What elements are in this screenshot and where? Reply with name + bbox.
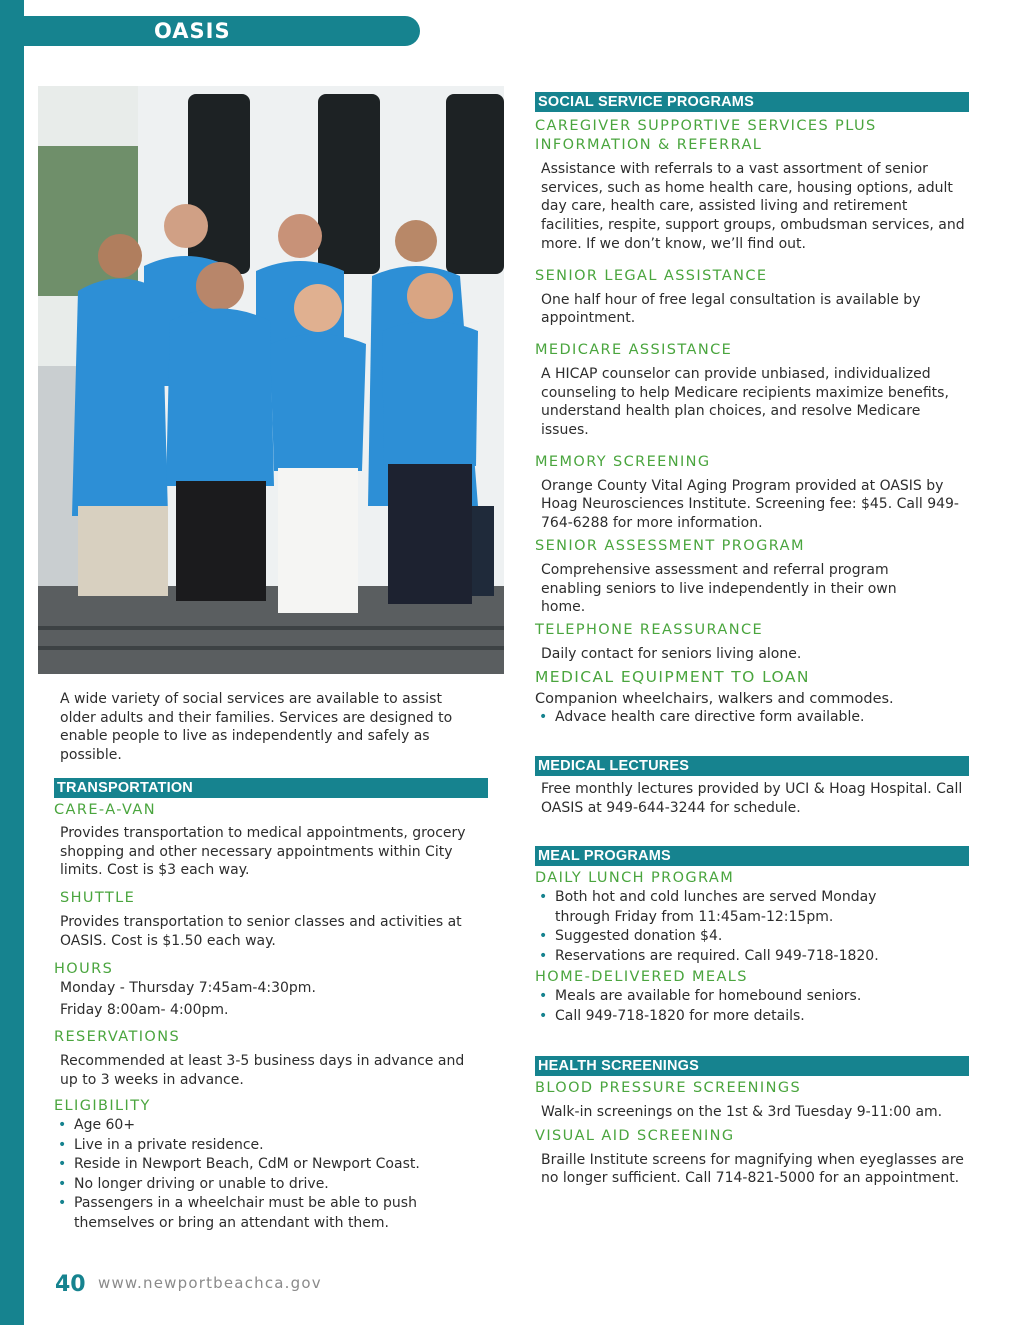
memory-title: MEMORY SCREENING [535,453,711,470]
assessment-text: Comprehensive assessment and referral program enabling seniors to live independently in their own home. [541,561,897,616]
medicare-text: A HICAP counselor can provide unbiased, individualized counseling to help Medicare recipients maximize benefits, understand health plan choices, and resolve Medicare issues. [541,365,949,439]
list-item: • Live in a private residence. [54,1136,484,1156]
intro-text: A wide variety of social services are available to assist older adults and their families. Services are designed to enable people to live as independently and safely as possible. [60,691,453,764]
list-item: • Reside in Newport Beach, CdM or Newport Coast. [54,1155,484,1175]
list-item: • Both hot and cold lunches are served Monday through Friday from 11:45am-12:15pm. [535,888,935,927]
list-item: • Suggested donation $4. [535,927,935,947]
list-item: • Age 60+ [54,1116,484,1136]
list-item: • Call 949-718-1820 for more details. [535,1007,969,1027]
medicare-title: MEDICARE ASSISTANCE [535,341,733,358]
reservations-title: RESERVATIONS [54,1028,181,1045]
shuttle-title: SHUTTLE [60,890,136,907]
lectures-section [535,756,969,817]
legal-title: SENIOR LEGAL ASSISTANCE [535,267,768,284]
lunch-list [535,888,935,966]
staff-photo [38,86,504,674]
side-accent-bar [0,0,24,1325]
delivered-title: HOME-DELIVERED MEALS [535,969,748,985]
website-link[interactable]: www.newportbeachca.gov [98,1274,322,1292]
caregiver-title: CAREGIVER SUPPORTIVE SERVICES PLUS INFORMATION & REFERRAL [535,118,877,153]
list-item: • Reservations are required. Call 949-718-1820. [535,947,935,967]
bp-text: Walk-in screenings on the 1st & 3rd Tuesday 9-11:00 am. [541,1104,943,1120]
list-item: • Advace health care directive form available. [535,708,969,728]
eligibility-title: ELIGIBILITY [54,1098,151,1115]
intro-block [60,690,480,765]
hours-title: HOURS [54,960,114,977]
list-item: • Passengers in a wheelchair must be able to push themselves or bring an attendant with them. [54,1194,484,1233]
social-services-heading: SOCIAL SERVICE PROGRAMS [535,92,969,112]
screenings-section [535,1056,969,1188]
telephone-title: TELEPHONE REASSURANCE [535,621,764,638]
caregiver-text: Assistance with referrals to a vast assortment of senior services, such as home health care, housing options, adult day care, health care, assisted living and retirement facilities, respite, support groups, ombudsman services, and more. If we don’t know, we’ll find out. [541,161,965,252]
visual-title: VISUAL AID SCREENING [535,1127,735,1144]
delivered-list [535,987,969,1026]
equipment-text: Companion wheelchairs, walkers and commodes. [535,690,894,707]
lectures-heading: MEDICAL LECTURES [535,756,969,776]
lunch-title: DAILY LUNCH PROGRAM [535,870,735,886]
meals-heading: MEAL PROGRAMS [535,846,969,866]
transportation-section [54,778,488,1233]
shuttle-text: Provides transportation to senior classes and activities at OASIS. Cost is $1.50 each way. [60,914,462,949]
section-title-tab [24,16,420,46]
memory-text: Orange County Vital Aging Program provided at OASIS by Hoag Neurosciences Institute. Screening fee: $45. Call 949-764-6288 for more information. [541,477,959,532]
legal-text: One half hour of free legal consultation is available by appointment. [541,291,921,327]
hours-weekdays: Monday - Thursday 7:45am-4:30pm. [60,979,316,996]
equipment-title: MEDICAL EQUIPMENT TO LOAN [535,667,810,686]
visual-text: Braille Institute screens for magnifying when eyeglasses are no longer sufficient. Call 714-821-5000 for an appointment. [541,1151,964,1187]
telephone-text: Daily contact for seniors living alone. [541,645,802,662]
list-item: • No longer driving or unable to drive. [54,1175,484,1195]
care-a-van-title: CARE-A-VAN [54,802,156,818]
list-item: • Meals are available for homebound seniors. [535,987,969,1007]
page-title: OASIS [154,19,231,43]
meals-section [535,846,969,1026]
care-a-van-text: Provides transportation to medical appointments, grocery shopping and other necessary appointments within City limits. Cost is $3 each way. [60,825,466,879]
hours-friday: Friday 8:00am- 4:00pm. [60,1002,229,1019]
reservations-text: Recommended at least 3-5 business days in advance and up to 3 weeks in advance. [60,1052,465,1088]
transportation-heading: TRANSPORTATION [54,778,488,798]
eligibility-list [54,1116,484,1233]
bp-title: BLOOD PRESSURE SCREENINGS [535,1080,802,1096]
lectures-text: Free monthly lectures provided by UCI & Hoag Hospital. Call OASIS at 949-644-3244 for schedule. [541,781,963,816]
screenings-heading: HEALTH SCREENINGS [535,1056,969,1076]
assessment-title: SENIOR ASSESSMENT PROGRAM [535,537,805,554]
equipment-list [535,708,969,728]
page-number: 40 [55,1272,86,1297]
social-services-section [535,92,969,728]
